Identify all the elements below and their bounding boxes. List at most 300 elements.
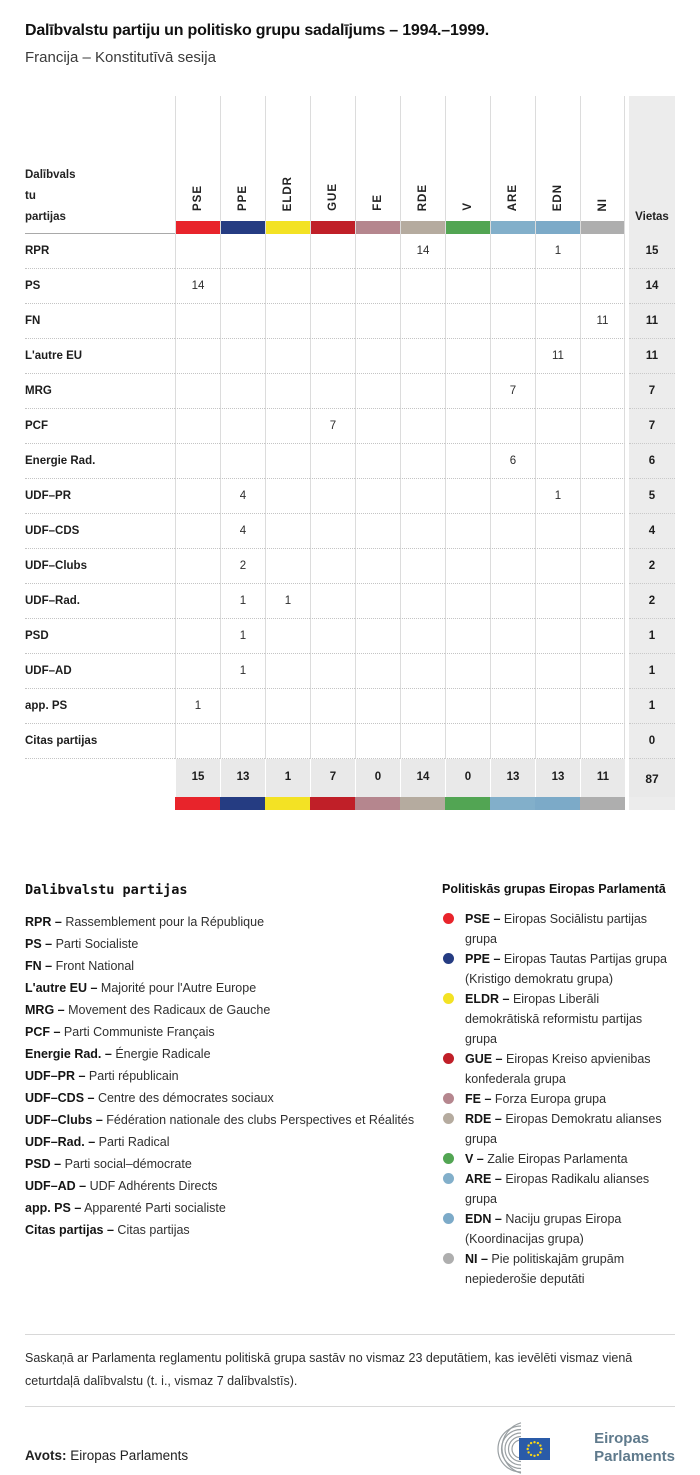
group-legend-item: [442, 1109, 675, 1149]
party-legend-item: [25, 1175, 442, 1197]
seat-count-cell: [400, 269, 445, 304]
seat-count-cell: [355, 724, 400, 759]
source-value: Eiropas Parlaments: [70, 1447, 189, 1463]
row-total-cell: 11: [629, 304, 675, 339]
seat-count-cell: [310, 269, 355, 304]
group-name: Naciju grupas Eiropa (Koordinacijas grupa): [465, 1212, 622, 1246]
row-total-cell: 15: [629, 234, 675, 269]
seat-count-cell: [490, 514, 535, 549]
seat-count-cell: [535, 549, 580, 584]
seat-count-cell: [355, 234, 400, 269]
group-legend-item: [442, 1249, 675, 1289]
group-color-bar: [356, 221, 400, 234]
party-name: Énergie Radicale: [115, 1047, 211, 1061]
seat-count-cell: [310, 724, 355, 759]
seat-count-cell: [400, 304, 445, 339]
seat-count-cell: [445, 654, 490, 689]
party-legend-item: [25, 933, 442, 955]
party-name: Front National: [55, 959, 135, 973]
group-code-label: PSE: [192, 184, 204, 211]
seat-count-cell: [220, 339, 265, 374]
group-abbr: PSE –: [465, 912, 501, 926]
seat-count-cell: 1: [220, 654, 265, 689]
group-color-dot: [443, 913, 454, 924]
seat-count-cell: [535, 269, 580, 304]
seat-count-cell: [175, 339, 220, 374]
party-abbr: app. PS –: [25, 1201, 82, 1215]
group-color-bar: [176, 221, 220, 234]
seat-count-cell: [400, 689, 445, 724]
divider: [25, 1406, 675, 1407]
party-abbr: PCF –: [25, 1025, 61, 1039]
seat-count-cell: [355, 549, 400, 584]
seat-count-cell: 7: [310, 409, 355, 444]
seat-count-cell: [265, 654, 310, 689]
group-color-bar: [581, 221, 624, 234]
seat-count-cell: [310, 619, 355, 654]
seat-count-cell: [220, 409, 265, 444]
party-legend-item: [25, 999, 442, 1021]
ep-logo-text: [594, 1430, 675, 1466]
seat-count-cell: [535, 584, 580, 619]
party-row-label: PCF: [25, 409, 175, 444]
party-row-label: L'autre EU: [25, 339, 175, 374]
group-total-cell: 1: [265, 759, 310, 797]
party-abbr: UDF–PR –: [25, 1069, 86, 1083]
group-total-cell: 15: [175, 759, 220, 797]
party-row-label: UDF–Clubs: [25, 549, 175, 584]
group-column-header: [400, 96, 445, 234]
party-name: Parti républicain: [88, 1069, 179, 1083]
seat-count-cell: [265, 444, 310, 479]
seat-count-cell: [265, 479, 310, 514]
seat-count-cell: 1: [220, 619, 265, 654]
seat-count-cell: [175, 549, 220, 584]
group-description: [465, 1209, 675, 1249]
seat-count-cell: [445, 339, 490, 374]
seat-count-cell: [490, 269, 535, 304]
seat-count-cell: [175, 374, 220, 409]
legend-groups-heading: Politiskās grupas Eiropas Parlamentā: [442, 882, 666, 896]
seat-count-cell: [310, 479, 355, 514]
party-abbr: UDF–AD –: [25, 1179, 87, 1193]
party-row-label: PS: [25, 269, 175, 304]
seat-count-cell: [175, 234, 220, 269]
group-name: Forza Europa grupa: [494, 1092, 607, 1106]
group-column-header: [445, 96, 490, 234]
group-column-header: [220, 96, 265, 234]
seat-count-cell: [535, 724, 580, 759]
group-color-bar: [491, 221, 535, 234]
party-row-label: MRG: [25, 374, 175, 409]
seats-table: [25, 96, 675, 810]
group-name: Eiropas Tautas Partijas grupa (Kristigo demokratu grupa): [465, 952, 667, 986]
row-total-cell: 6: [629, 444, 675, 479]
group-name: Eiropas Demokratu alianses grupa: [465, 1112, 662, 1146]
row-total-cell: 7: [629, 374, 675, 409]
party-name: Majorité pour l'Autre Europe: [100, 981, 257, 995]
grand-total-cell: 87: [629, 759, 675, 797]
group-column-header: [490, 96, 535, 234]
seat-count-cell: [490, 724, 535, 759]
party-abbr: MRG –: [25, 1003, 65, 1017]
page-subtitle: Francija – Konstitutīvā sesija: [25, 49, 216, 66]
seat-count-cell: [580, 374, 625, 409]
seat-count-cell: [265, 269, 310, 304]
group-code-label: EDN: [552, 183, 564, 211]
group-name: Eiropas Liberāli demokrātiskā reformistu partijas grupa: [465, 992, 643, 1046]
seat-count-cell: [580, 269, 625, 304]
seat-count-cell: [265, 619, 310, 654]
seat-count-cell: [580, 619, 625, 654]
seat-count-cell: 1: [535, 234, 580, 269]
seat-count-cell: [490, 409, 535, 444]
seat-count-cell: [580, 479, 625, 514]
group-color-bar: [446, 221, 490, 234]
seat-count-cell: [490, 584, 535, 619]
seat-count-cell: [310, 654, 355, 689]
party-abbr: FN –: [25, 959, 53, 973]
seat-count-cell: [535, 654, 580, 689]
group-color-dot: [443, 1213, 454, 1224]
group-total-cell: 11: [580, 759, 625, 797]
seat-count-cell: [445, 619, 490, 654]
group-description: [465, 1149, 675, 1169]
seat-count-cell: [265, 409, 310, 444]
seat-count-cell: [580, 584, 625, 619]
seat-count-cell: [220, 724, 265, 759]
seat-count-cell: [355, 619, 400, 654]
row-total-cell: 2: [629, 549, 675, 584]
seat-count-cell: [535, 619, 580, 654]
group-description: [465, 949, 675, 989]
ep-hemicycle-flag-icon: [476, 1421, 588, 1475]
party-abbr: PSD –: [25, 1157, 62, 1171]
group-color-bar: [536, 221, 580, 234]
seat-count-cell: [445, 514, 490, 549]
seat-count-cell: [400, 724, 445, 759]
seat-count-cell: [400, 654, 445, 689]
seat-count-cell: [310, 444, 355, 479]
seat-count-cell: [445, 444, 490, 479]
group-legend-item: [442, 1049, 675, 1089]
seat-count-cell: [400, 374, 445, 409]
party-legend-item: [25, 977, 442, 999]
party-legend-item: [25, 1219, 442, 1241]
seat-count-cell: [265, 689, 310, 724]
seat-count-cell: [445, 689, 490, 724]
seat-count-cell: [355, 654, 400, 689]
party-abbr: UDF–Rad. –: [25, 1135, 96, 1149]
group-description: [465, 1249, 675, 1289]
legend-political-groups: [442, 882, 675, 1289]
group-name: Eiropas Radikalu alianses grupa: [465, 1172, 650, 1206]
group-color-bar: [175, 797, 220, 810]
group-color-bar: [310, 797, 355, 810]
seat-count-cell: [445, 479, 490, 514]
seat-count-cell: [580, 444, 625, 479]
group-legend-item: [442, 1089, 675, 1109]
group-abbr: NI –: [465, 1252, 488, 1266]
seat-count-cell: [220, 234, 265, 269]
group-abbr: EDN –: [465, 1212, 502, 1226]
group-description: [465, 1049, 675, 1089]
legend-section: [25, 882, 675, 1289]
seat-count-cell: [265, 339, 310, 374]
seat-count-cell: [310, 339, 355, 374]
party-name: Parti Communiste Français: [63, 1025, 215, 1039]
group-abbr: PPE –: [465, 952, 501, 966]
group-total-cell: 0: [445, 759, 490, 797]
group-column-header: [310, 96, 355, 234]
party-abbr: PS –: [25, 937, 53, 951]
page-title: Dalībvalstu partiju un politisko grupu sadalījums – 1994.–1999.: [25, 22, 489, 39]
group-color-dot: [443, 953, 454, 964]
group-color-bar: [445, 797, 490, 810]
row-total-cell: 11: [629, 339, 675, 374]
seat-count-cell: [265, 724, 310, 759]
seat-count-cell: [535, 409, 580, 444]
group-total-cell: 13: [535, 759, 580, 797]
corner-line: partijas: [25, 211, 66, 223]
seat-count-cell: [175, 479, 220, 514]
seat-count-cell: [445, 234, 490, 269]
seat-count-cell: [535, 514, 580, 549]
seat-count-cell: [490, 619, 535, 654]
group-code-label: GUE: [327, 183, 339, 211]
party-row-label: UDF–PR: [25, 479, 175, 514]
seat-count-cell: [175, 654, 220, 689]
party-name: Rassemblement pour la République: [65, 915, 265, 929]
group-color-bar: [221, 221, 265, 234]
table-corner-label: [25, 96, 175, 234]
group-color-dot: [443, 1153, 454, 1164]
group-description: [465, 909, 675, 949]
seat-count-cell: 14: [175, 269, 220, 304]
seat-count-cell: [445, 549, 490, 584]
group-column-header: [535, 96, 580, 234]
party-name: Parti social–démocrate: [64, 1157, 192, 1171]
group-legend-item: [442, 989, 675, 1049]
seat-count-cell: [535, 689, 580, 724]
group-column-header: [175, 96, 220, 234]
party-abbr: Energie Rad. –: [25, 1047, 112, 1061]
seat-count-cell: [310, 514, 355, 549]
seat-count-cell: [220, 269, 265, 304]
footnote-text: Saskaņā ar Parlamenta reglamentu politiskā grupa sastāv no vismaz 23 deputātiem, kas ievēlēti vismaz vienā ceturtdaļā dalībvalstu (t. i., vismaz 7 dalībvalstīs).: [25, 1351, 633, 1388]
seat-count-cell: 2: [220, 549, 265, 584]
seat-count-cell: [175, 724, 220, 759]
party-row-label: PSD: [25, 619, 175, 654]
row-total-cell: 14: [629, 269, 675, 304]
corner-line: Dalībvals: [25, 169, 76, 181]
row-total-cell: 0: [629, 724, 675, 759]
party-name: Centre des démocrates sociaux: [97, 1091, 274, 1105]
seat-count-cell: [310, 689, 355, 724]
group-abbr: FE –: [465, 1092, 492, 1106]
seat-count-cell: [580, 339, 625, 374]
seat-count-cell: [400, 584, 445, 619]
party-legend-item: [25, 1043, 442, 1065]
seat-count-cell: [310, 584, 355, 619]
seat-count-cell: [445, 409, 490, 444]
seat-count-cell: [490, 339, 535, 374]
seat-count-cell: [580, 724, 625, 759]
seat-count-cell: [400, 549, 445, 584]
party-legend-item: [25, 1197, 442, 1219]
group-legend-item: [442, 1169, 675, 1209]
group-legend-item: [442, 909, 675, 949]
party-name: Apparenté Parti socialiste: [84, 1201, 226, 1215]
footer: [25, 1421, 675, 1475]
party-legend-item: [25, 1087, 442, 1109]
group-column-header: [580, 96, 625, 234]
seat-count-cell: [175, 619, 220, 654]
row-total-cell: 7: [629, 409, 675, 444]
seat-count-cell: [220, 444, 265, 479]
seat-count-cell: [355, 689, 400, 724]
group-legend-item: [442, 1149, 675, 1169]
seat-count-cell: 4: [220, 514, 265, 549]
group-color-bar: [220, 797, 265, 810]
seat-count-cell: 1: [265, 584, 310, 619]
party-name: Parti Socialiste: [55, 937, 139, 951]
seat-count-cell: [535, 304, 580, 339]
seat-count-cell: 1: [220, 584, 265, 619]
row-total-cell: 5: [629, 479, 675, 514]
party-row-label: Citas partijas: [25, 724, 175, 759]
group-abbr: V –: [465, 1152, 484, 1166]
seat-count-cell: [490, 234, 535, 269]
group-description: [465, 1109, 675, 1149]
group-color-bar: [490, 797, 535, 810]
row-total-cell: 1: [629, 619, 675, 654]
row-total-cell: 1: [629, 689, 675, 724]
ep-logo-line2: Parlaments: [594, 1448, 675, 1465]
party-name: Movement des Radicaux de Gauche: [68, 1003, 271, 1017]
seat-count-cell: 1: [175, 689, 220, 724]
party-abbr: UDF–CDS –: [25, 1091, 95, 1105]
group-code-label: PPE: [237, 184, 249, 211]
group-column-header: [265, 96, 310, 234]
group-color-bar: [401, 221, 445, 234]
totals-row-label: [25, 759, 175, 797]
party-legend-item: [25, 1131, 442, 1153]
group-code-label: FE: [372, 194, 384, 211]
seat-count-cell: [355, 514, 400, 549]
seat-count-cell: [445, 269, 490, 304]
party-abbr: RPR –: [25, 915, 62, 929]
source-line: [25, 1434, 188, 1463]
group-code-label: V: [462, 202, 474, 211]
party-legend-item: [25, 955, 442, 977]
party-row-label: FN: [25, 304, 175, 339]
seat-count-cell: [580, 549, 625, 584]
seat-count-cell: [400, 409, 445, 444]
seat-count-cell: [220, 374, 265, 409]
seat-count-cell: [355, 584, 400, 619]
group-total-cell: 13: [220, 759, 265, 797]
party-abbr: L'autre EU –: [25, 981, 98, 995]
corner-line: tu: [25, 190, 36, 202]
seat-count-cell: [355, 304, 400, 339]
seat-count-cell: [535, 444, 580, 479]
group-total-cell: 0: [355, 759, 400, 797]
seat-count-cell: [220, 689, 265, 724]
source-label: Avots:: [25, 1447, 67, 1463]
divider: [25, 1334, 675, 1335]
group-color-bar: [400, 797, 445, 810]
group-color-dot: [443, 993, 454, 1004]
party-name: Parti Radical: [98, 1135, 170, 1149]
party-legend-item: [25, 1109, 442, 1131]
group-abbr: ELDR –: [465, 992, 510, 1006]
row-total-cell: 1: [629, 654, 675, 689]
seat-count-cell: 6: [490, 444, 535, 479]
group-description: [465, 989, 675, 1049]
seats-column-header: Vietas: [629, 96, 675, 234]
party-row-label: app. PS: [25, 689, 175, 724]
seat-count-cell: [310, 234, 355, 269]
group-total-cell: 7: [310, 759, 355, 797]
row-total-cell: 4: [629, 514, 675, 549]
seat-count-cell: 14: [400, 234, 445, 269]
seat-count-cell: [580, 234, 625, 269]
seat-count-cell: [490, 689, 535, 724]
seat-count-cell: [445, 584, 490, 619]
seat-count-cell: [355, 269, 400, 304]
party-list: [25, 911, 442, 1241]
seat-count-cell: [445, 724, 490, 759]
seat-count-cell: [535, 374, 580, 409]
party-row-label: UDF–AD: [25, 654, 175, 689]
group-abbr: ARE –: [465, 1172, 502, 1186]
seat-count-cell: [175, 514, 220, 549]
group-color-bar: [535, 797, 580, 810]
group-name: Pie politiskajām grupām nepiederošie deputāti: [465, 1252, 625, 1286]
seat-count-cell: [400, 619, 445, 654]
group-code-label: RDE: [417, 183, 429, 211]
group-legend-item: [442, 1209, 675, 1249]
group-list: [442, 909, 675, 1289]
seat-count-cell: [400, 479, 445, 514]
group-column-header: [355, 96, 400, 234]
group-total-cell: 13: [490, 759, 535, 797]
seat-count-cell: [265, 514, 310, 549]
seat-count-cell: [175, 584, 220, 619]
seat-count-cell: [175, 444, 220, 479]
seat-count-cell: 11: [535, 339, 580, 374]
seat-count-cell: [490, 549, 535, 584]
row-total-cell: 2: [629, 584, 675, 619]
seat-count-cell: [265, 304, 310, 339]
group-color-bar: [265, 797, 310, 810]
group-total-cell: 14: [400, 759, 445, 797]
seat-count-cell: [220, 304, 265, 339]
legend-member-parties: [25, 882, 442, 1289]
seat-count-cell: [580, 409, 625, 444]
seat-count-cell: [310, 374, 355, 409]
seat-count-cell: [490, 654, 535, 689]
party-row-label: UDF–Rad.: [25, 584, 175, 619]
seat-count-cell: [445, 304, 490, 339]
party-abbr: Citas partijas –: [25, 1223, 114, 1237]
seat-count-cell: [580, 514, 625, 549]
group-name: Eiropas Kreiso apvienibas konfederala grupa: [465, 1052, 651, 1086]
party-row-label: UDF–CDS: [25, 514, 175, 549]
seat-count-cell: [580, 654, 625, 689]
seat-count-cell: [310, 304, 355, 339]
